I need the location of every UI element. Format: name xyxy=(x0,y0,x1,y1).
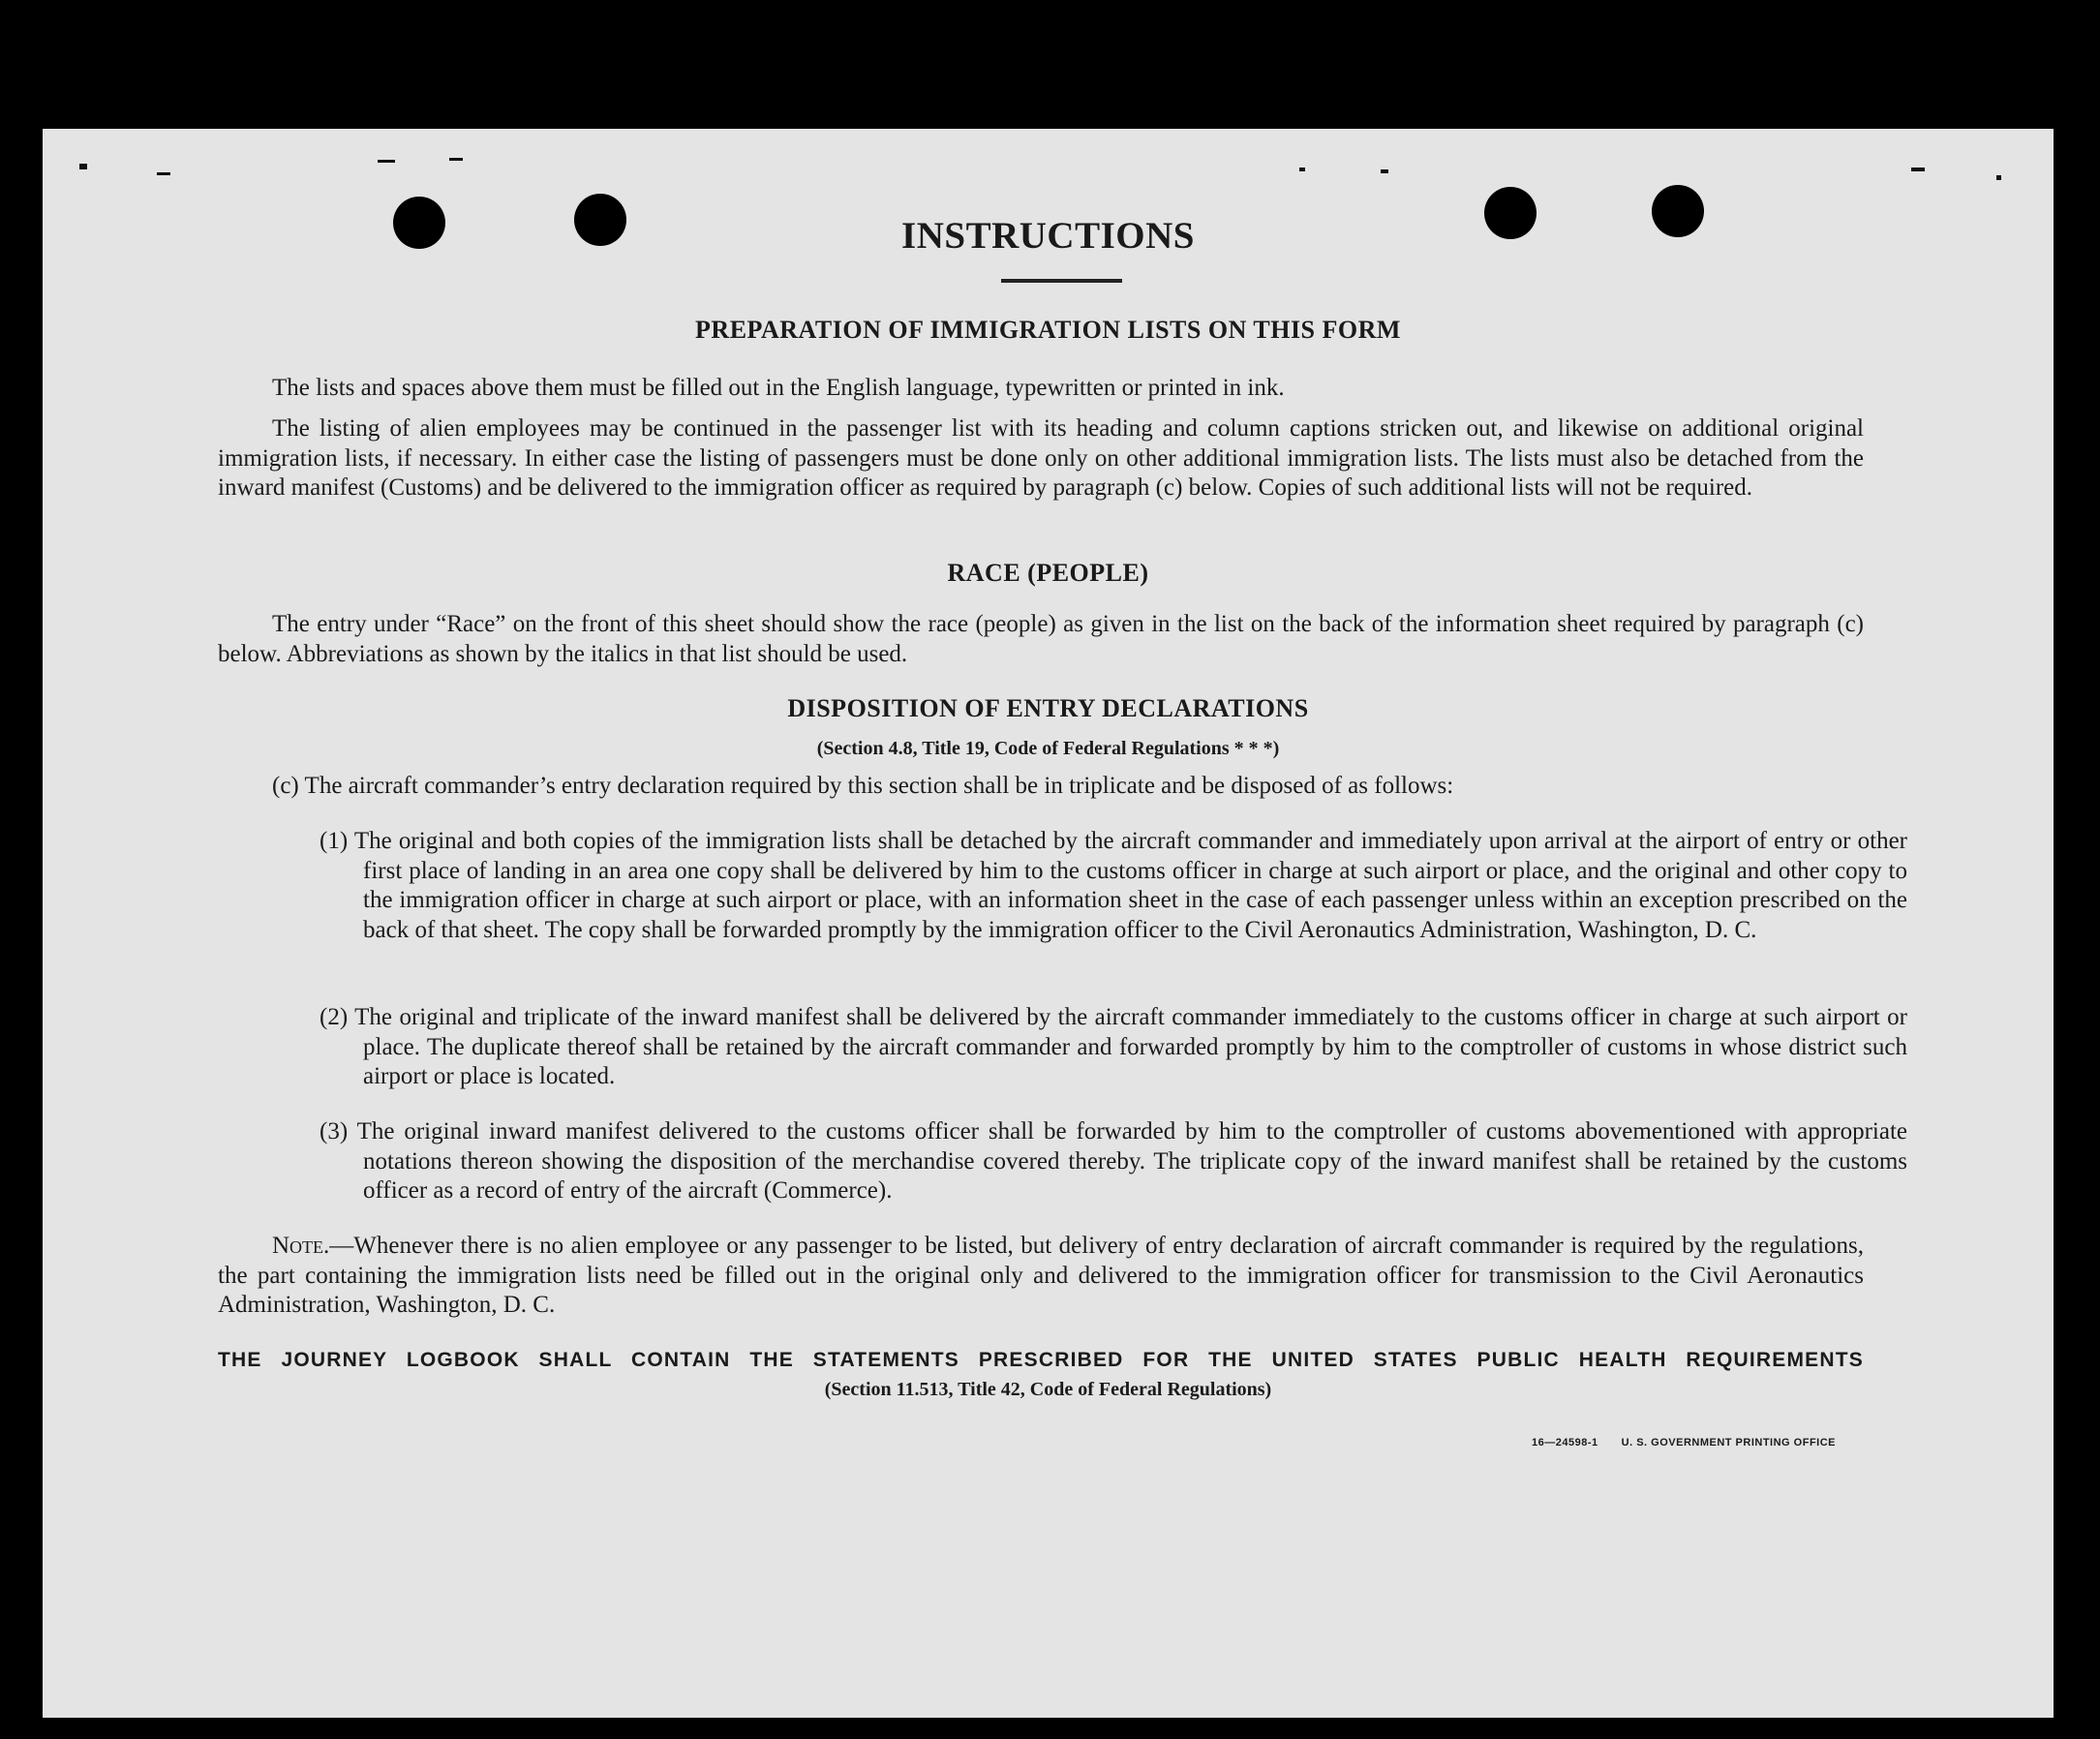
printer-imprint xyxy=(1532,1437,1836,1449)
speck-mark xyxy=(1911,168,1925,171)
disposition-intro: (c) The aircraft commander’s entry declaration required by this section shall be in triplicate and be disposed of as follows: xyxy=(272,773,1454,799)
speck-mark xyxy=(449,158,463,161)
page-title: INSTRUCTIONS xyxy=(901,215,1195,257)
preparation-paragraph-1: The lists and spaces above them must be filled out in the English language, typewritten or printed in ink. xyxy=(272,375,1285,401)
printer-name: U. S. GOVERNMENT PRINTING OFFICE xyxy=(1621,1437,1836,1449)
note-label: Note. xyxy=(272,1233,330,1259)
logbook-citation: (Section 11.513, Title 42, Code of Federal Regulations) xyxy=(824,1379,1272,1400)
speck-mark xyxy=(157,172,170,175)
preparation-heading: PREPARATION OF IMMIGRATION LISTS ON THIS FORM xyxy=(695,316,1401,344)
title-underline xyxy=(1001,279,1122,283)
disposition-heading: DISPOSITION OF ENTRY DECLARATIONS xyxy=(787,694,1309,722)
note-text: —Whenever there is no alien employee or any passenger to be listed, but delivery of entry declaration of aircraft commander is required by the regulations, the part containing the immigration lists need be filled out in the original only and delivered to the immigration officer for transmission to the Civil Aeronautics Administration, Washington, D. C. xyxy=(218,1233,1864,1318)
disposition-item-2: (2) The original and triplicate of the inward manifest shall be delivered by the aircraft commander immediately to the customs officer in charge at such airport or place. The duplicate thereof shall be retained by the aircraft commander and forwarded promptly by him to the comptroller of customs in whose district such airport or place is located. xyxy=(320,1004,1907,1089)
speck-mark xyxy=(1996,175,2001,180)
preparation-paragraph-2: The listing of alien employees may be continued in the passenger list with its heading and column captions stricken out, and likewise on additional original immigration lists, if necessary. In either case the listing of passengers must be done only on other additional immigration lists. The lists must also be detached from the inward manifest (Customs) and be delivered to the immigration officer as required by paragraph (c) below. Copies of such additional lists will not be required. xyxy=(218,415,1864,501)
speck-mark xyxy=(1381,169,1388,173)
speck-mark xyxy=(1299,168,1305,171)
note-paragraph xyxy=(218,1232,1864,1321)
document-page xyxy=(43,129,2054,1718)
disposition-citation: (Section 4.8, Title 19, Code of Federal Regulations * * *) xyxy=(816,738,1280,759)
race-heading: RACE (PEOPLE) xyxy=(947,559,1149,587)
disposition-item-1: (1) The original and both copies of the immigration lists shall be detached by the aircraft commander and immediately upon arrival at the airport of entry or other first place of landing in an area one copy shall be delivered by him to the customs officer in charge at such airport or place, and the original and other copy to the immigration officer in charge at such airport or place, with an information sheet in the case of each passenger unless within an exception prescribed on the back of that sheet. The copy shall be forwarded promptly by the immigration officer to the Civil Aeronautics Administration, Washington, D. C. xyxy=(320,828,1907,943)
disposition-item-3: (3) The original inward manifest delivered to the customs officer shall be forwarded by him to the comptroller of customs abovementioned with appropriate notations thereon showing the disposition of the merchandise covered thereby. The triplicate copy of the inward manifest shall be retained by the customs officer as a record of entry of the aircraft (Commerce). xyxy=(320,1118,1907,1204)
form-number: 16—24598-1 xyxy=(1532,1437,1598,1449)
speck-mark xyxy=(378,160,395,163)
speck-mark xyxy=(79,164,87,169)
logbook-statement: THE JOURNEY LOGBOOK SHALL CONTAIN THE STATEMENTS PRESCRIBED FOR THE UNITED STATES PUBLIC HEALTH REQUIREMENTS xyxy=(218,1349,1864,1371)
race-paragraph: The entry under “Race” on the front of this sheet should show the race (people) as given in the list on the back of the information sheet required by paragraph (c) below. Abbreviations as shown by the italics in that list should be used. xyxy=(218,611,1864,667)
